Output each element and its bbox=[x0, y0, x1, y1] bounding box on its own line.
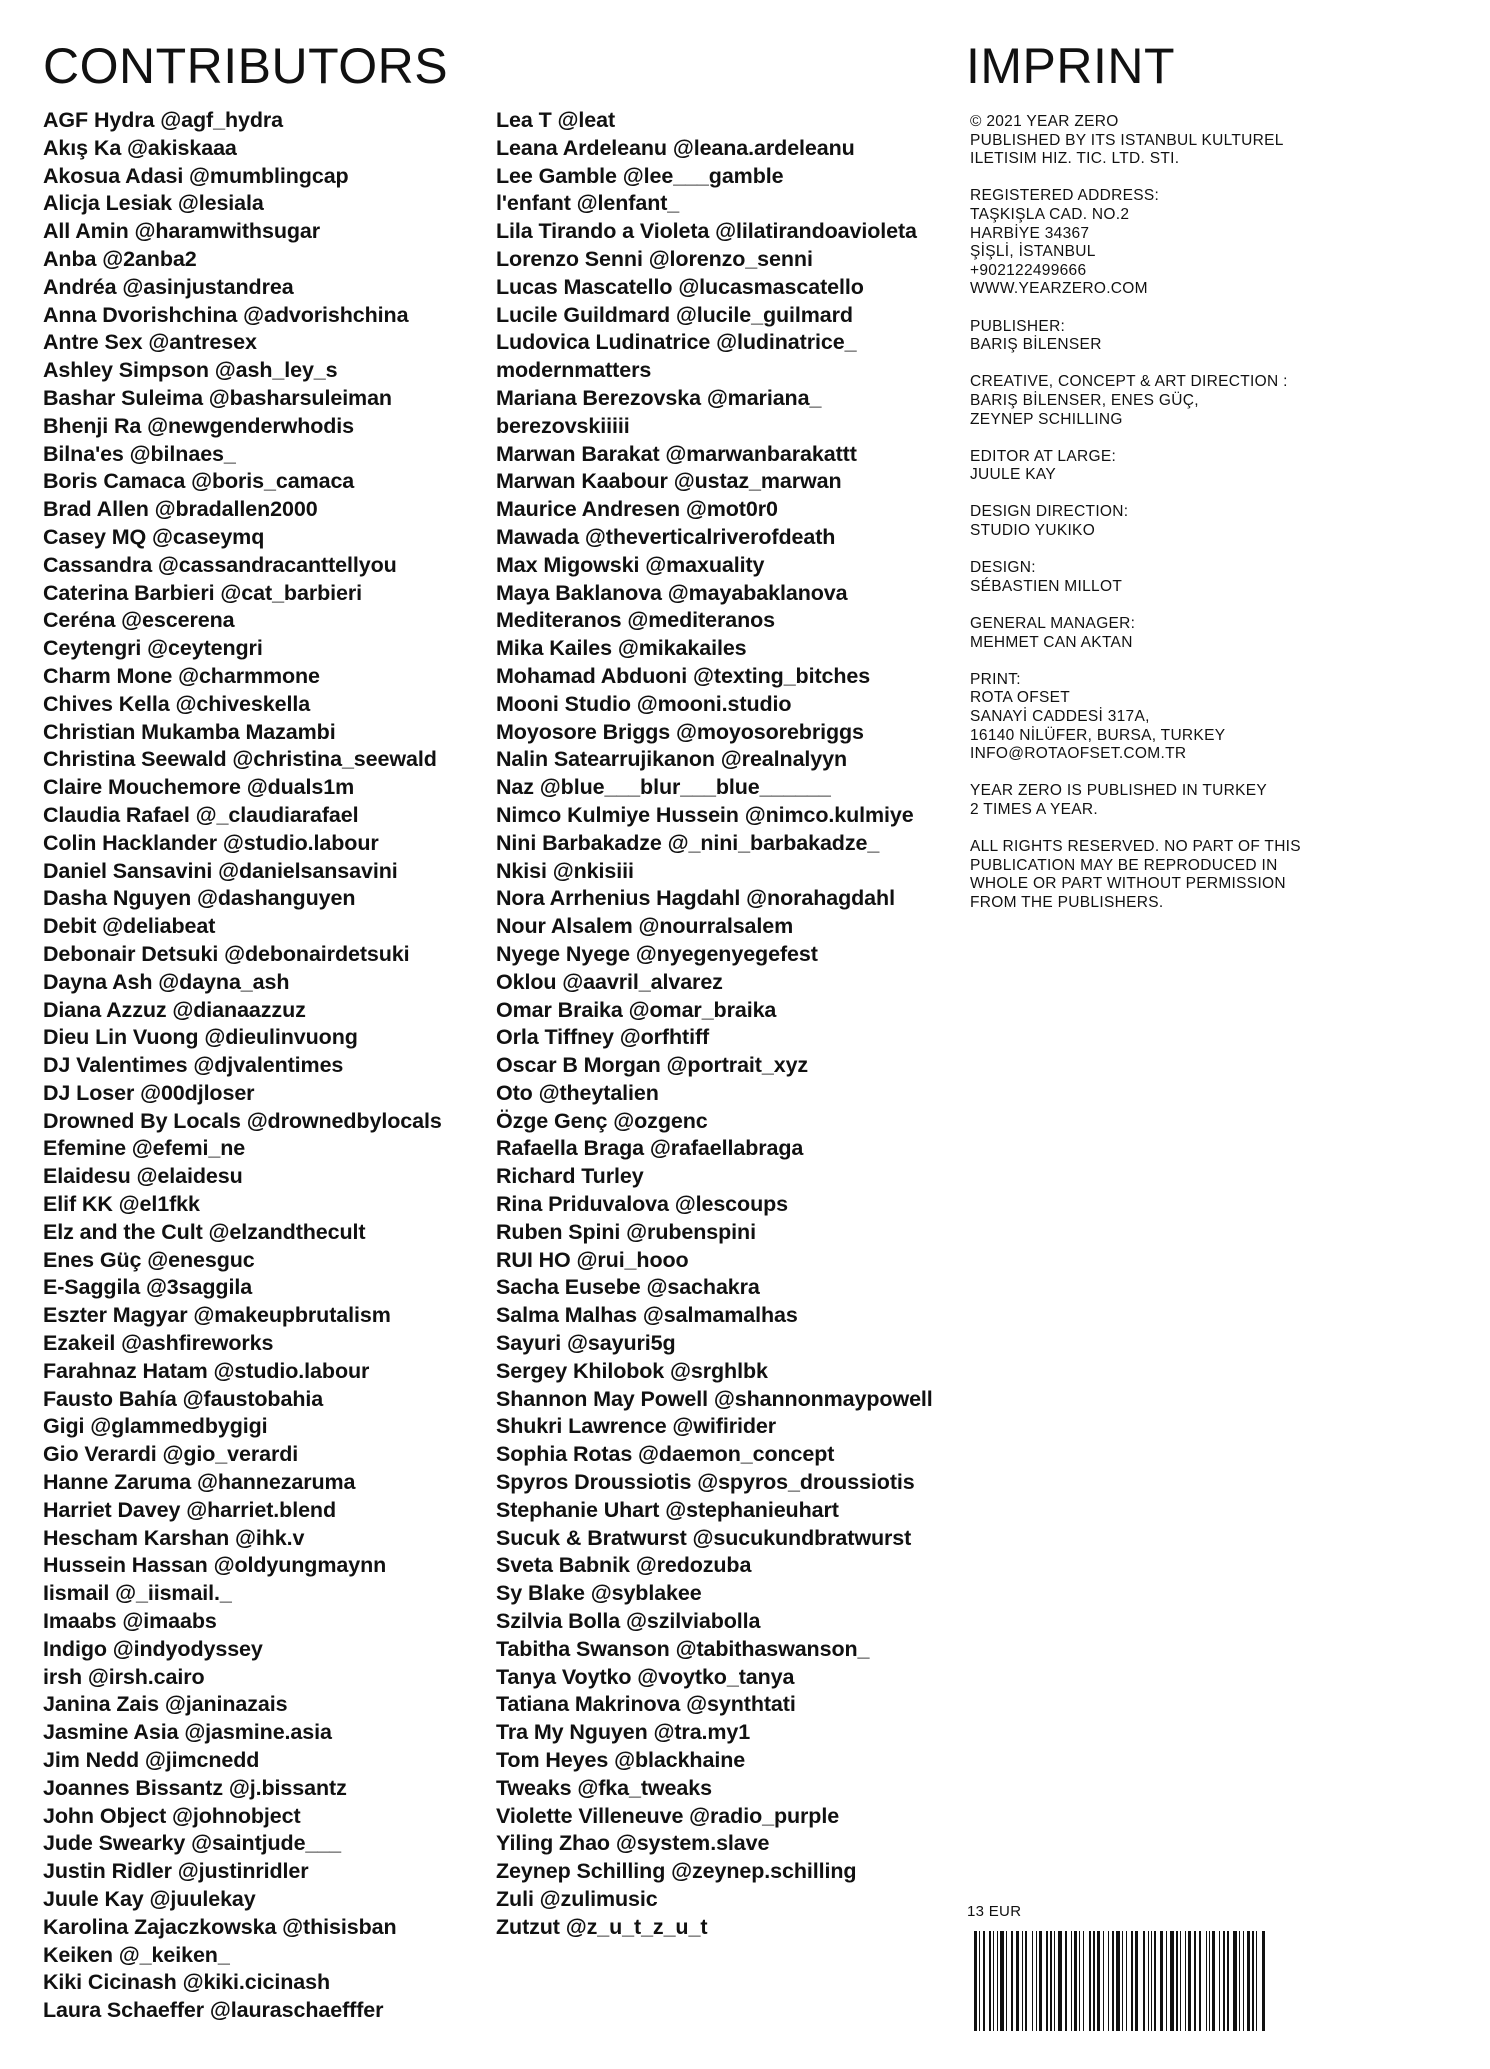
barcode-bar bbox=[979, 1931, 980, 2031]
barcode-bar bbox=[1239, 1931, 1240, 2031]
contributor-entry: Juule Kay @juulekay bbox=[43, 1887, 256, 1911]
contributor-entry: Elaidesu @elaidesu bbox=[43, 1164, 243, 1189]
contributor-entry: Ruben Spini @rubenspini bbox=[496, 1219, 756, 1244]
barcode-bar bbox=[1079, 1931, 1080, 2031]
barcode-bar bbox=[1194, 1931, 1196, 2031]
imprint-line: DESIGN DIRECTION: bbox=[970, 503, 1129, 521]
barcode-bar bbox=[1154, 1931, 1156, 2031]
contributor-entry: Anba @2anba2 bbox=[43, 246, 197, 271]
contributor-entry: Enes Güç @enesguc bbox=[43, 1247, 255, 1272]
contributor-entry: Janina Zais @janinazais bbox=[43, 1692, 288, 1717]
imprint-line: GENERAL MANAGER: bbox=[970, 615, 1136, 633]
imprint-line: YEAR ZERO IS PUBLISHED IN TURKEY bbox=[970, 782, 1267, 800]
contributor-entry: Mooni Studio @mooni.studio bbox=[496, 691, 792, 716]
imprint-line: WHOLE OR PART WITHOUT PERMISSION bbox=[970, 875, 1286, 893]
contributor-entry: Nimco Kulmiye Hussein @nimco.kulmiye bbox=[496, 802, 914, 827]
barcode-bar bbox=[1022, 1931, 1023, 2031]
contributor-entry: Tatiana Makrinova @synthtati bbox=[496, 1692, 796, 1717]
contributor-entry: Joannes Bissantz @j.bissantz bbox=[43, 1775, 347, 1800]
barcode-bar bbox=[1126, 1931, 1127, 2031]
imprint-line: EDITOR AT LARGE: bbox=[970, 447, 1117, 465]
contributor-entry: Ashley Simpson @ash_ley_s bbox=[43, 358, 338, 383]
contributor-entry: Chives Kella @chiveskella bbox=[43, 691, 311, 716]
contributor-entry: Brad Allen @bradallen2000 bbox=[43, 497, 318, 522]
contributor-entry: Kiki Cicinash @kiki.cicinash bbox=[43, 1970, 331, 1995]
imprint-block bbox=[970, 318, 1350, 355]
imprint-line: WWW.YEARZERO.COM bbox=[970, 280, 1148, 298]
contributor-entry: Sacha Eusebe @sachakra bbox=[496, 1275, 760, 1300]
contributor-entry: Zeynep Schilling @zeynep.schilling bbox=[496, 1859, 857, 1884]
barcode-bar bbox=[1112, 1931, 1114, 2031]
contributor-entry: Nour Alsalem @nourralsalem bbox=[496, 914, 794, 939]
contributor-entry: Yiling Zhao @system.slave bbox=[496, 1831, 770, 1856]
contributor-entry: Drowned By Locals @drownedbylocals bbox=[43, 1108, 442, 1133]
contributor-entry: Marwan Kaabour @ustaz_marwan bbox=[496, 469, 842, 494]
imprint-line: JUULE KAY bbox=[970, 466, 1056, 484]
contributor-entry: Lucile Guildmard @lucile_guilmard bbox=[496, 302, 853, 327]
contributor-entry: Hussein Hassan @oldyungmaynn bbox=[43, 1553, 387, 1578]
barcode-bar bbox=[1006, 1931, 1007, 2031]
contributor-entry: John Object @johnobject bbox=[43, 1803, 301, 1828]
contributor-entry: Debit @deliabeat bbox=[43, 914, 216, 939]
imprint-block bbox=[970, 782, 1350, 819]
contributor-entry: Mediteranos @mediteranos bbox=[496, 608, 776, 633]
contributor-entry: Ezakeil @ashfireworks bbox=[43, 1331, 274, 1356]
contributor-entry: Oscar B Morgan @portrait_xyz bbox=[496, 1053, 809, 1078]
barcode-bar bbox=[1262, 1931, 1265, 2031]
contributor-entry: Stephanie Uhart @stephanieuhart bbox=[496, 1497, 839, 1522]
contributor-entry: berezovskiiiii bbox=[496, 413, 630, 438]
barcode-bar bbox=[1011, 1931, 1013, 2031]
imprint-line: PUBLISHER: bbox=[970, 317, 1066, 335]
contributor-entry: Alicja Lesiak @lesiala bbox=[43, 191, 264, 216]
contributor-entry: Dayna Ash @dayna_ash bbox=[43, 969, 290, 994]
barcode-bar bbox=[1032, 1931, 1033, 2031]
barcode-bar bbox=[1209, 1931, 1210, 2031]
barcode-bar bbox=[974, 1931, 977, 2031]
imprint-line: FROM THE PUBLISHERS. bbox=[970, 893, 1164, 911]
contributor-entry: All Amin @haramwithsugar bbox=[43, 219, 321, 244]
barcode-bar bbox=[1097, 1931, 1100, 2031]
contributor-entry: Colin Hacklander @studio.labour bbox=[43, 830, 379, 855]
barcode-bar bbox=[1103, 1931, 1104, 2031]
contributor-entry: Andréa @asinjustandrea bbox=[43, 274, 294, 299]
contributor-entry: Anna Dvorishchina @advorishchina bbox=[43, 302, 409, 327]
barcode-bar bbox=[1188, 1931, 1191, 2031]
contributor-entry: Nora Arrhenius Hagdahl @norahagdahl bbox=[496, 886, 895, 911]
contributor-entry: Ludovica Ludinatrice @ludinatrice_ bbox=[496, 330, 857, 355]
barcode-bar bbox=[1233, 1931, 1237, 2031]
contributor-entry: Debonair Detsuki @debonairdetsuki bbox=[43, 941, 410, 966]
contributor-entry: Antre Sex @antresex bbox=[43, 330, 257, 355]
contributor-entry: Sveta Babnik @redozuba bbox=[496, 1553, 752, 1578]
barcode-bar bbox=[1148, 1931, 1149, 2031]
imprint-line: ALL RIGHTS RESERVED. NO PART OF THIS bbox=[970, 838, 1301, 856]
imprint-line: 16140 NİLÜFER, BURSA, TURKEY bbox=[970, 726, 1226, 744]
contributor-entry: irsh @irsh.cairo bbox=[43, 1664, 205, 1689]
contributor-entry: Oklou @aavril_alvarez bbox=[496, 969, 723, 994]
barcode-bar bbox=[1025, 1931, 1027, 2031]
contributor-entry: Spyros Droussiotis @spyros_droussiotis bbox=[496, 1470, 915, 1495]
contributor-entry: Dieu Lin Vuong @dieulinvuong bbox=[43, 1025, 358, 1050]
imprint-block bbox=[970, 113, 1350, 169]
contributor-entry: Lee Gamble @lee___gamble bbox=[496, 163, 784, 188]
contributor-entry: Casey MQ @caseymq bbox=[43, 524, 265, 549]
contributor-entry: Lorenzo Senni @lorenzo_senni bbox=[496, 246, 813, 271]
contributor-entry: Violette Villeneuve @radio_purple bbox=[496, 1803, 840, 1828]
contributor-entry: Sucuk & Bratwurst @sucukundbratwurst bbox=[496, 1525, 912, 1550]
contributor-entry: Lila Tirando a Violeta @lilatirandoavioleta bbox=[496, 219, 917, 244]
contributor-entry: Eszter Magyar @makeupbrutalism bbox=[43, 1303, 391, 1328]
contributor-entry: Ceytengri @ceytengri bbox=[43, 636, 263, 661]
contributor-entry: Boris Camaca @boris_camaca bbox=[43, 469, 355, 494]
contributor-entry: Christina Seewald @christina_seewald bbox=[43, 747, 437, 772]
contributors-column-2 bbox=[496, 107, 956, 1942]
imprint-line: SÉBASTIEN MILLOT bbox=[970, 577, 1123, 595]
contributor-entry: Indigo @indyodyssey bbox=[43, 1636, 263, 1661]
barcode-bar bbox=[1247, 1931, 1250, 2031]
contributor-entry: Hanne Zaruma @hannezaruma bbox=[43, 1470, 356, 1495]
barcode-bar bbox=[989, 1931, 991, 2031]
contributor-entry: Claire Mouchemore @duals1m bbox=[43, 775, 355, 800]
imprint-title: IMPRINT bbox=[966, 38, 1176, 94]
contributor-entry: Keiken @_keiken_ bbox=[43, 1942, 230, 1967]
imprint-line: STUDIO YUKIKO bbox=[970, 522, 1096, 540]
contributor-entry: Lea T @leat bbox=[496, 108, 616, 132]
imprint-block bbox=[970, 615, 1350, 652]
barcode-bar bbox=[983, 1931, 985, 2031]
contributor-entry: Akış Ka @akiskaaa bbox=[43, 135, 237, 160]
contributor-entry: Bashar Suleima @basharsuleiman bbox=[43, 385, 392, 410]
imprint-line: ILETISIM HIZ. TIC. LTD. STI. bbox=[970, 150, 1180, 168]
barcode-bar bbox=[1176, 1931, 1178, 2031]
barcode-bar bbox=[1016, 1931, 1019, 2031]
barcode-bar bbox=[1227, 1931, 1229, 2031]
contributor-entry: Farahnaz Hatam @studio.labour bbox=[43, 1358, 370, 1383]
barcode-bar bbox=[1065, 1931, 1067, 2031]
contributor-entry: Diana Azzuz @dianaazzuz bbox=[43, 997, 306, 1022]
barcode-bar bbox=[997, 1931, 998, 2031]
contributor-entry: Rina Priduvalova @lescoups bbox=[496, 1192, 788, 1217]
contributor-entry: Elif KK @el1fkk bbox=[43, 1192, 200, 1217]
imprint-line: © 2021 YEAR ZERO bbox=[970, 113, 1119, 130]
contributor-entry: Ceréna @escerena bbox=[43, 608, 235, 633]
imprint-line: PUBLICATION MAY BE REPRODUCED IN bbox=[970, 856, 1278, 874]
barcode-bar bbox=[1000, 1931, 1004, 2031]
contributor-entry: Nkisi @nkisiii bbox=[496, 858, 634, 883]
imprint-block bbox=[970, 559, 1350, 596]
barcode-bar bbox=[1151, 1931, 1152, 2031]
contributor-entry: Maurice Andresen @mot0r0 bbox=[496, 497, 778, 522]
barcode-bar bbox=[1054, 1931, 1055, 2031]
contributor-entry: Jim Nedd @jimcnedd bbox=[43, 1748, 260, 1773]
imprint-line: ZEYNEP SCHILLING bbox=[970, 410, 1123, 428]
barcode-bar bbox=[1219, 1931, 1220, 2031]
contributor-entry: Efemine @efemi_ne bbox=[43, 1136, 246, 1161]
imprint-line: SANAYİ CADDESİ 317A, bbox=[970, 708, 1150, 725]
contributor-entry: Sergey Khilobok @srghlbk bbox=[496, 1358, 768, 1383]
contributor-entry: Lucas Mascatello @lucasmascatello bbox=[496, 274, 864, 299]
barcode-bar bbox=[1199, 1931, 1201, 2031]
contributor-entry: Özge Genç @ozgenc bbox=[496, 1108, 708, 1133]
contributor-entry: Gigi @glammedbygigi bbox=[43, 1414, 268, 1439]
imprint-line: PRINT: bbox=[970, 670, 1021, 688]
barcode-bar bbox=[1058, 1931, 1062, 2031]
contributor-entry: Bhenji Ra @newgenderwhodis bbox=[43, 413, 355, 438]
contributor-entry: Maya Baklanova @mayabaklanova bbox=[496, 580, 848, 605]
contributor-entry: Zuli @zulimusic bbox=[496, 1887, 658, 1911]
imprint-line: CREATIVE, CONCEPT & ART DIRECTION : bbox=[970, 373, 1288, 391]
contributor-entry: RUI HO @rui_hooo bbox=[496, 1247, 689, 1272]
imprint-line: INFO@ROTAOFSET.COM.TR bbox=[970, 745, 1187, 763]
barcode-bar bbox=[1185, 1931, 1186, 2031]
contributor-entry: Cassandra @cassandracanttellyou bbox=[43, 552, 397, 577]
contributor-entry: DJ Loser @00djloser bbox=[43, 1080, 255, 1105]
contributor-entry: Jasmine Asia @jasmine.asia bbox=[43, 1720, 332, 1745]
imprint-line: BARIŞ BİLENSER, ENES GÜÇ, bbox=[970, 391, 1199, 409]
contributor-entry: Sy Blake @syblakee bbox=[496, 1581, 702, 1606]
barcode-bar bbox=[1050, 1931, 1052, 2031]
contributor-entry: Caterina Barbieri @cat_barbieri bbox=[43, 580, 362, 605]
contributor-entry: Szilvia Bolla @szilviabolla bbox=[496, 1609, 761, 1634]
barcode-bar bbox=[1223, 1931, 1225, 2031]
barcode-bar bbox=[1170, 1931, 1174, 2031]
contributor-entry: Tanya Voytko @voytko_tanya bbox=[496, 1664, 795, 1689]
contributor-entry: DJ Valentimes @djvalentimes bbox=[43, 1053, 344, 1078]
barcode-bar bbox=[993, 1931, 994, 2031]
contributor-entry: Hescham Karshan @ihk.v bbox=[43, 1525, 305, 1550]
barcode-bar bbox=[1243, 1931, 1244, 2031]
contributor-entry: Iismail @_iismail._ bbox=[43, 1581, 232, 1606]
barcode-bar bbox=[1074, 1931, 1077, 2031]
contributor-entry: Karolina Zajaczkowska @thisisban bbox=[43, 1914, 397, 1939]
contributor-entry: Rafaella Braga @rafaellabraga bbox=[496, 1136, 804, 1161]
contributor-entry: l'enfant @lenfant_ bbox=[496, 191, 680, 216]
contributor-entry: Omar Braika @omar_braika bbox=[496, 997, 777, 1022]
barcode-bar bbox=[1036, 1931, 1037, 2031]
barcode bbox=[974, 1931, 1274, 2031]
contributor-entry: Richard Turley bbox=[496, 1164, 644, 1189]
contributor-entry: Elz and the Cult @elzandthecult bbox=[43, 1219, 366, 1244]
contributor-entry: Marwan Barakat @marwanbarakattt bbox=[496, 441, 857, 466]
contributor-entry: E-Saggila @3saggila bbox=[43, 1275, 253, 1300]
imprint-line: PUBLISHED BY ITS ISTANBUL KULTUREL bbox=[970, 131, 1284, 149]
imprint-body bbox=[970, 113, 1350, 931]
barcode-bar bbox=[1122, 1931, 1123, 2031]
barcode-bar bbox=[1160, 1931, 1163, 2031]
barcode-bar bbox=[1039, 1931, 1042, 2031]
barcode-bar bbox=[1256, 1931, 1257, 2031]
barcode-bar bbox=[1180, 1931, 1181, 2031]
contributor-entry: Laura Schaeffer @lauraschaefffer bbox=[43, 1998, 384, 2023]
imprint-line: DESIGN: bbox=[970, 559, 1036, 577]
barcode-bar bbox=[1206, 1931, 1207, 2031]
contributor-entry: Shannon May Powell @shannonmaypowell bbox=[496, 1386, 933, 1411]
contributor-entry: Justin Ridler @justinridler bbox=[43, 1859, 309, 1884]
contributor-entry: Nyege Nyege @nyegenyegefest bbox=[496, 941, 818, 966]
imprint-line: TAŞKIŞLA CAD. NO.2 bbox=[970, 205, 1130, 223]
imprint-line: REGISTERED ADDRESS: bbox=[970, 187, 1160, 205]
contributor-entry: Tra My Nguyen @tra.my1 bbox=[496, 1720, 751, 1745]
contributor-entry: Christian Mukamba Mazambi bbox=[43, 719, 336, 744]
imprint-line: ROTA OFSET bbox=[970, 689, 1071, 707]
contributor-entry: Sayuri @sayuri5g bbox=[496, 1331, 676, 1356]
contributor-entry: Jude Swearky @saintjude___ bbox=[43, 1831, 342, 1856]
barcode-bar bbox=[1071, 1931, 1072, 2031]
imprint-block bbox=[970, 448, 1350, 485]
contributor-entry: Imaabs @imaabs bbox=[43, 1609, 217, 1634]
contributor-entry: Oto @theytalien bbox=[496, 1080, 659, 1105]
imprint-line: +902122499666 bbox=[970, 261, 1087, 279]
contributor-entry: modernmatters bbox=[496, 358, 652, 383]
contributor-entry: Leana Ardeleanu @leana.ardeleanu bbox=[496, 135, 855, 160]
contributor-entry: Mohamad Abduoni @texting_bitches bbox=[496, 663, 871, 688]
contributor-entry: Moyosore Briggs @moyosorebriggs bbox=[496, 719, 864, 744]
barcode-bar bbox=[1046, 1931, 1048, 2031]
contributor-entry: Nalin Satearrujikanon @realnalyyn bbox=[496, 747, 848, 772]
contributor-entry: Tabitha Swanson @tabithaswanson_ bbox=[496, 1636, 870, 1661]
contributor-entry: Naz @blue___blur___blue______ bbox=[496, 775, 831, 800]
imprint-block bbox=[970, 838, 1350, 912]
contributor-entry: Charm Mone @charmmone bbox=[43, 663, 320, 688]
imprint-line: 2 TIMES A YEAR. bbox=[970, 800, 1098, 818]
contributors-title: CONTRIBUTORS bbox=[43, 38, 449, 94]
imprint-line: MEHMET CAN AKTAN bbox=[970, 633, 1133, 651]
barcode-bar bbox=[1135, 1931, 1138, 2031]
imprint-block bbox=[970, 373, 1350, 429]
barcode-bar bbox=[1083, 1931, 1084, 2031]
barcode-bar bbox=[1166, 1931, 1167, 2031]
contributor-entry: AGF Hydra @agf_hydra bbox=[43, 108, 283, 132]
contributor-entry: Harriet Davey @harriet.blend bbox=[43, 1497, 336, 1522]
price-label: 13 EUR bbox=[967, 1903, 1022, 1920]
contributor-entry: Fausto Bahía @faustobahia bbox=[43, 1386, 324, 1411]
contributor-entry: Nini Barbakadze @_nini_barbakadze_ bbox=[496, 830, 880, 855]
contributor-entry: Gio Verardi @gio_verardi bbox=[43, 1442, 299, 1467]
imprint-block bbox=[970, 187, 1350, 299]
contributor-entry: Akosua Adasi @mumblingcap bbox=[43, 163, 349, 188]
contributor-entry: Orla Tiffney @orfhtiff bbox=[496, 1025, 710, 1050]
barcode-bar bbox=[1212, 1931, 1215, 2031]
barcode-bar bbox=[1131, 1931, 1133, 2031]
contributor-entry: Shukri Lawrence @wifirider bbox=[496, 1414, 777, 1439]
imprint-line: BARIŞ BİLENSER bbox=[970, 336, 1102, 354]
barcode-bar bbox=[1089, 1931, 1091, 2031]
imprint-line: HARBİYE 34367 bbox=[970, 224, 1090, 242]
contributor-entry: Mika Kailes @mikakailes bbox=[496, 636, 747, 661]
contributor-entry: Bilna'es @bilnaes_ bbox=[43, 441, 236, 466]
contributor-entry: Sophia Rotas @daemon_concept bbox=[496, 1442, 835, 1467]
barcode-bar bbox=[1252, 1931, 1254, 2031]
contributor-entry: Tweaks @fka_tweaks bbox=[496, 1775, 712, 1800]
contributor-entry: Dasha Nguyen @dashanguyen bbox=[43, 886, 356, 911]
contributor-entry: Zutzut @z_u_t_z_u_t bbox=[496, 1914, 708, 1939]
imprint-line: ŞİŞLİ, İSTANBUL bbox=[970, 243, 1096, 261]
contributors-column-1 bbox=[43, 107, 483, 2025]
contributor-entry: Mawada @theverticalriverofdeath bbox=[496, 524, 836, 549]
contributor-entry: Max Migowski @maxuality bbox=[496, 552, 765, 577]
contributor-entry: Claudia Rafael @_claudiarafael bbox=[43, 802, 359, 827]
contributor-entry: Mariana Berezovska @mariana_ bbox=[496, 385, 822, 410]
barcode-bar bbox=[1116, 1931, 1120, 2031]
barcode-bar bbox=[1093, 1931, 1095, 2031]
contributor-entry: Salma Malhas @salmamalhas bbox=[496, 1303, 798, 1328]
barcode-bar bbox=[1108, 1931, 1109, 2031]
contributor-entry: Daniel Sansavini @danielsansavini bbox=[43, 858, 398, 883]
imprint-block bbox=[970, 671, 1350, 764]
imprint-block bbox=[970, 503, 1350, 540]
contributor-entry: Tom Heyes @blackhaine bbox=[496, 1748, 746, 1773]
barcode-bar bbox=[1143, 1931, 1145, 2031]
